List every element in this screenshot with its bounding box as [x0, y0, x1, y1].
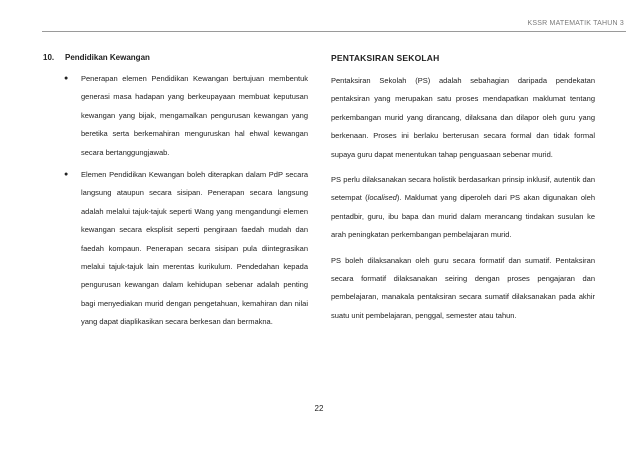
list-item — [43, 166, 308, 332]
bullet-list — [43, 70, 308, 332]
bullet-text: Penerapan elemen Pendidikan Kewangan bertujuan membentuk generasi masa hadapan yang berkeupayaan membuat keputusan kewangan yang bijak, mengamalkan pengurusan kewangan yang beretika serta berkemahiran menguruskan hal ehwal kewangan secara bertanggungjawab. — [81, 74, 308, 157]
bullet-icon: ● — [64, 171, 69, 179]
section-number: 10. — [43, 53, 55, 62]
bullet-icon: ● — [64, 75, 69, 82]
paragraph: PS perlu dilaksanakan secara holistik berdasarkan prinsip inklusif, autentik dan setempat (localised). Maklumat yang diperoleh dari PS akan digunakan oleh pentadbir, guru, ibu bapa dan murid dalam merancang tindakan susulan ke arah peningkatan perkembangan pembelajaran murid. — [331, 175, 596, 240]
running-header: KSSR MATEMATIK TAHUN 3 — [527, 20, 624, 27]
page-number: 22 — [314, 404, 324, 413]
list-item — [43, 70, 308, 162]
right-column — [331, 50, 595, 332]
bullet-text: Elemen Pendidikan Kewangan boleh diterapkan dalam PdP secara langsung ataupun secara sisipan. Penerapan secara langsung adalah melalui tajuk-tajuk seperti Wang yang mengandungi elemen kewangan secara eksplisit seperti pengiraan faedah mudah dan faedah kompaun. Penerapan secara sisipan pula diintegrasikan melalui tajuk-tajuk lain merentas kurikulum. Pendedahan kepada pengurusan kewangan dalam kehidupan sebenar adalah penting bagi menyediakan murid dengan pengetahuan, kemahiran dan nilai yang dapat diaplikasikan secara berkesan dan bermakna. — [81, 170, 308, 327]
section-title: Pendidikan Kewangan — [65, 53, 150, 62]
left-column — [43, 50, 308, 336]
section-heading-pentaksiran: PENTAKSIRAN SEKOLAH — [331, 53, 440, 63]
header-divider — [42, 31, 626, 32]
section-heading — [43, 50, 308, 66]
paragraph: Pentaksiran Sekolah (PS) adalah sebahagian daripada pendekatan pentaksiran yang merupakan satu proses mendapatkan maklumat tentang perkembangan murid yang dirancang, dilaksana dan dilapor oleh guru yang berkenaan. Proses ini berlaku berterusan secara formal dan tidak formal supaya guru dapat menentukan tahap penguasaan sebenar murid. — [331, 76, 595, 159]
paragraph: PS boleh dilaksanakan oleh guru secara formatif dan sumatif. Pentaksiran secara formatif dilaksanakan seiring dengan proses pengajaran dan pembelajaran, manakala pentaksiran secara sumatif dilaksanakan pada akhir suatu unit pembelajaran, penggal, semester atau tahun. — [331, 255, 595, 320]
